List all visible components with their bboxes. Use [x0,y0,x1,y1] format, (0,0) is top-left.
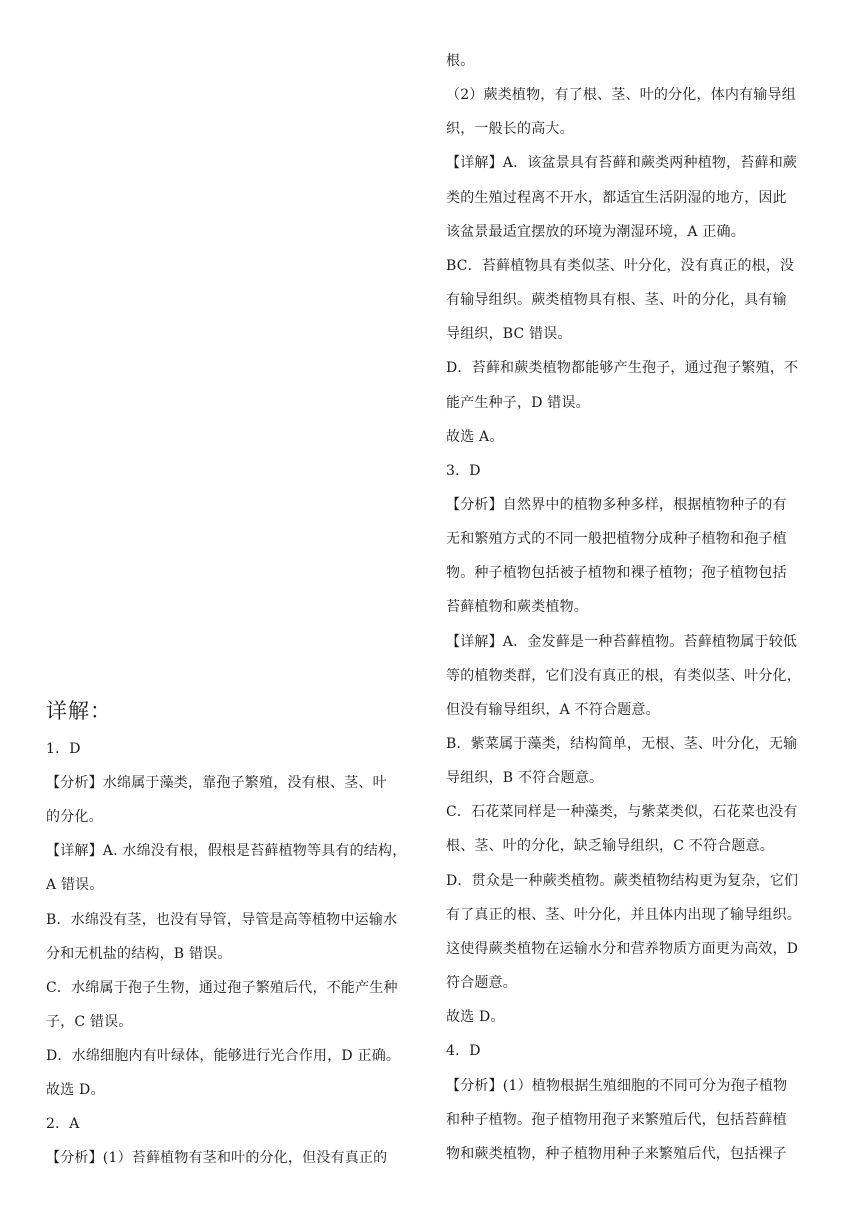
text-line: 导组织，BC 错误。 [446,326,572,343]
text-line: D．贯众是一种蕨类植物。蕨类植物结构更为复杂，它们 [446,872,799,889]
text-line: 【详解】A．该盆景具有苔藓和蕨类两种植物，苔藓和蕨 [446,155,798,172]
text-line: 的分化。 [46,809,103,826]
text-line: B．水绵没有茎，也没有导管，导管是高等植物中运输水 [46,911,398,928]
text-line: 3．D [446,462,481,479]
section-heading: 详解： [46,699,112,723]
text-line: 但没有输导组织，A 不符合题意。 [446,701,660,718]
text-line: 分和无机盐的结构，B 错误。 [46,945,232,962]
text-line: C．水绵属于孢子生物，通过孢子繁殖后代，不能产生种 [46,979,398,996]
text-line: 1．D [46,741,81,757]
text-line: 该盆景最适宜摆放的环境为潮湿环境，A 正确。 [446,223,745,240]
text-line: 导组织，B 不符合题意。 [446,770,604,787]
text-line: BC．苔藓植物具有类似茎、叶分化，没有真正的根，没 [446,257,795,274]
text-line: 等的植物类群，它们没有真正的根，有类似茎、叶分化， [446,667,801,684]
text-line: 【详解】A．金发藓是一种苔藓植物。苔藓植物属于较低 [446,633,798,650]
text-line: 物和蕨类植物，种子植物用种子来繁殖后代，包括裸子 [446,1145,787,1162]
text-line: 【分析】水绵属于藻类，靠孢子繁殖，没有根、茎、叶 [46,775,387,792]
text-line: 有输导组织。蕨类植物具有根、茎、叶的分化，具有输 [446,292,787,309]
text-line: B．紫菜属于藻类，结构简单，无根、茎、叶分化，无输 [446,736,798,752]
text-line: 故选 D。 [46,1082,105,1098]
text-line: 故选 D。 [446,1009,505,1026]
text-line: 符合题意。 [446,975,517,992]
text-line: 织，一般长的高大。 [446,121,574,138]
text-line: 【分析】(1）苔藓植物有茎和叶的分化，但没有真正的 [46,1150,388,1167]
text-line: 故选 A。 [446,428,504,445]
text-line: 子，C 错误。 [46,1013,133,1030]
text-line: 苔藓植物和蕨类植物。 [446,599,588,616]
text-line: A 错误。 [46,877,104,894]
text-line: 物。种子植物包括被子植物和裸子植物；孢子植物包括 [446,565,787,582]
text-line: 2．A [46,1116,80,1133]
text-line: （2）蕨类植物，有了根、茎、叶的分化，体内有输导组 [446,87,796,104]
text-line: C．石花菜同样是一种藻类，与紫菜类似，石花菜也没有 [446,804,798,821]
text-line: 能产生种子，D 错误。 [446,394,590,411]
text-line: 这使得蕨类植物在运输水分和营养物质方面更为高效，D [446,940,799,957]
text-line: 和种子植物。孢子植物用孢子来繁殖后代，包括苔藓植 [446,1111,787,1128]
text-line: 无和繁殖方式的不同一般把植物分成种子植物和孢子植 [446,531,787,548]
text-line: 有了真正的根、茎、叶分化，并且体内出现了输导组织。 [446,906,801,923]
text-line: D．水绵细胞内有叶绿体，能够进行光合作用，D 正确。 [46,1047,401,1064]
text-line: 根、茎、叶的分化，缺乏输导组织，C 不符合题意。 [446,838,774,855]
text-line: 4．D [446,1043,481,1060]
text-line: 类的生殖过程离不开水，都适宜生活阴湿的地方，因此 [446,189,787,206]
text-line: 【分析】(1）植物根据生殖细胞的不同可分为孢子植物 [446,1077,788,1094]
text-line: 【分析】自然界中的植物多种多样，根据植物种子的有 [446,496,787,513]
text-line: D．苔藓和蕨类植物都能够产生孢子，通过孢子繁殖，不 [446,360,799,377]
text-line: 根。 [446,53,475,69]
text-line: 【详解】A. 水绵没有根，假根是苔藓植物等具有的结构， [46,843,407,860]
